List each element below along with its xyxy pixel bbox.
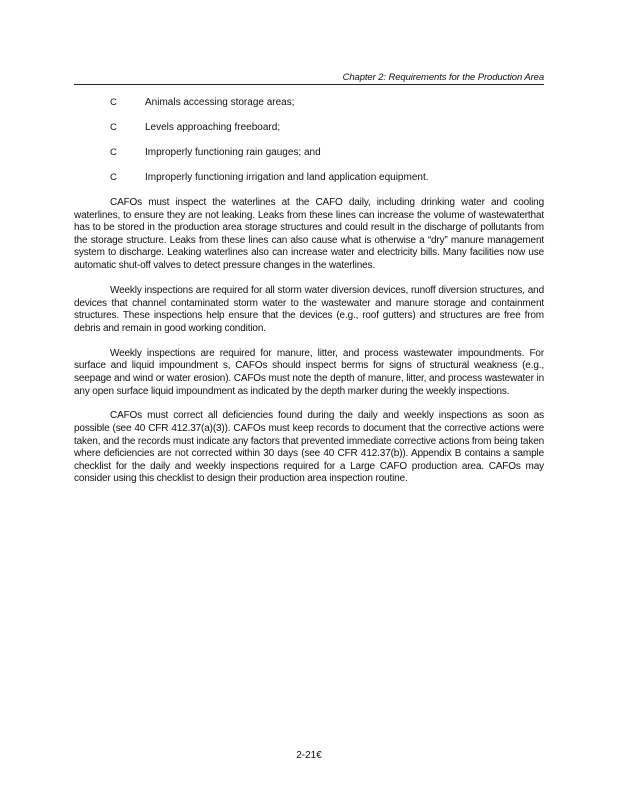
list-item <box>74 147 544 172</box>
bullet-text: Levels approaching freeboard; <box>145 122 281 133</box>
bullet-text: Animals accessing storage areas; <box>145 97 295 108</box>
bullet-marker: C <box>110 122 117 133</box>
list-item <box>74 97 544 122</box>
paragraph-weekly-diversion-inspection: Weekly inspections are required for all storm water diversion devices, runoff diversion structures, and devices that channel contaminated storm water to the wastewater and manure storage and containment structures. These inspections help ensure that the devices (e.g., roof gutters) and structures are free from debris and remain in good working condition. <box>74 284 544 334</box>
page-number: 2-21€ <box>296 750 322 761</box>
bullet-text: Improperly functioning irrigation and land application equipment. <box>145 172 429 183</box>
inspection-bullet-list <box>74 97 544 197</box>
paragraph-weekly-impoundment-inspection: Weekly inspections are required for manure, litter, and process wastewater impoundments. For surface and liquid impoundment s, CAFOs should inspect berms for signs of structural weakness (e.g., seepage and wind or water erosion). CAFOs must note the depth of manure, litter, and process wastewater in any open surface liquid impoundment as indicated by the depth marker during the weekly inspections. <box>74 347 544 397</box>
list-item <box>74 122 544 147</box>
body-text <box>74 197 544 498</box>
bullet-text: Improperly functioning rain gauges; and <box>145 147 321 158</box>
paragraph-waterline-inspection: CAFOs must inspect the waterlines at the CAFO daily, including drinking water and cooling waterlines, to ensure they are not leaking. Leaks from these lines can increase the volume of wastewaterthat has to be stored in the production area storage structures and could result in the discharge of pollutants from the storage structure. Leaks from these lines can also cause what is otherwise a “dry” manure management system to discharge. Leaking waterlines also can increase water and electricity bills. Many facilities now use automatic shut-off valves to detect pressure changes in the waterlines. <box>74 197 544 271</box>
bullet-marker: C <box>110 147 117 158</box>
bullet-marker: C <box>110 97 117 108</box>
list-item <box>74 172 544 197</box>
paragraph-corrective-actions: CAFOs must correct all deficiencies found during the daily and weekly inspections as soon as possible (see 40 CFR 412.37(a)(3)). CAFOs must keep records to document that the corrective actions were taken, and the records must indicate any factors that prevented immediate corrective actions from being taken where deficiencies are not corrected within 30 days (see 40 CFR 412.37(b)). Appendix B contains a sample checklist for the daily and weekly inspections required for a Large CAFO production area. CAFOs may consider using this checklist to design their production area inspection routine. <box>74 410 545 485</box>
running-header: Chapter 2: Requirements for the Production Area <box>342 72 544 83</box>
bullet-marker: C <box>110 172 117 183</box>
header-rule <box>74 84 544 85</box>
